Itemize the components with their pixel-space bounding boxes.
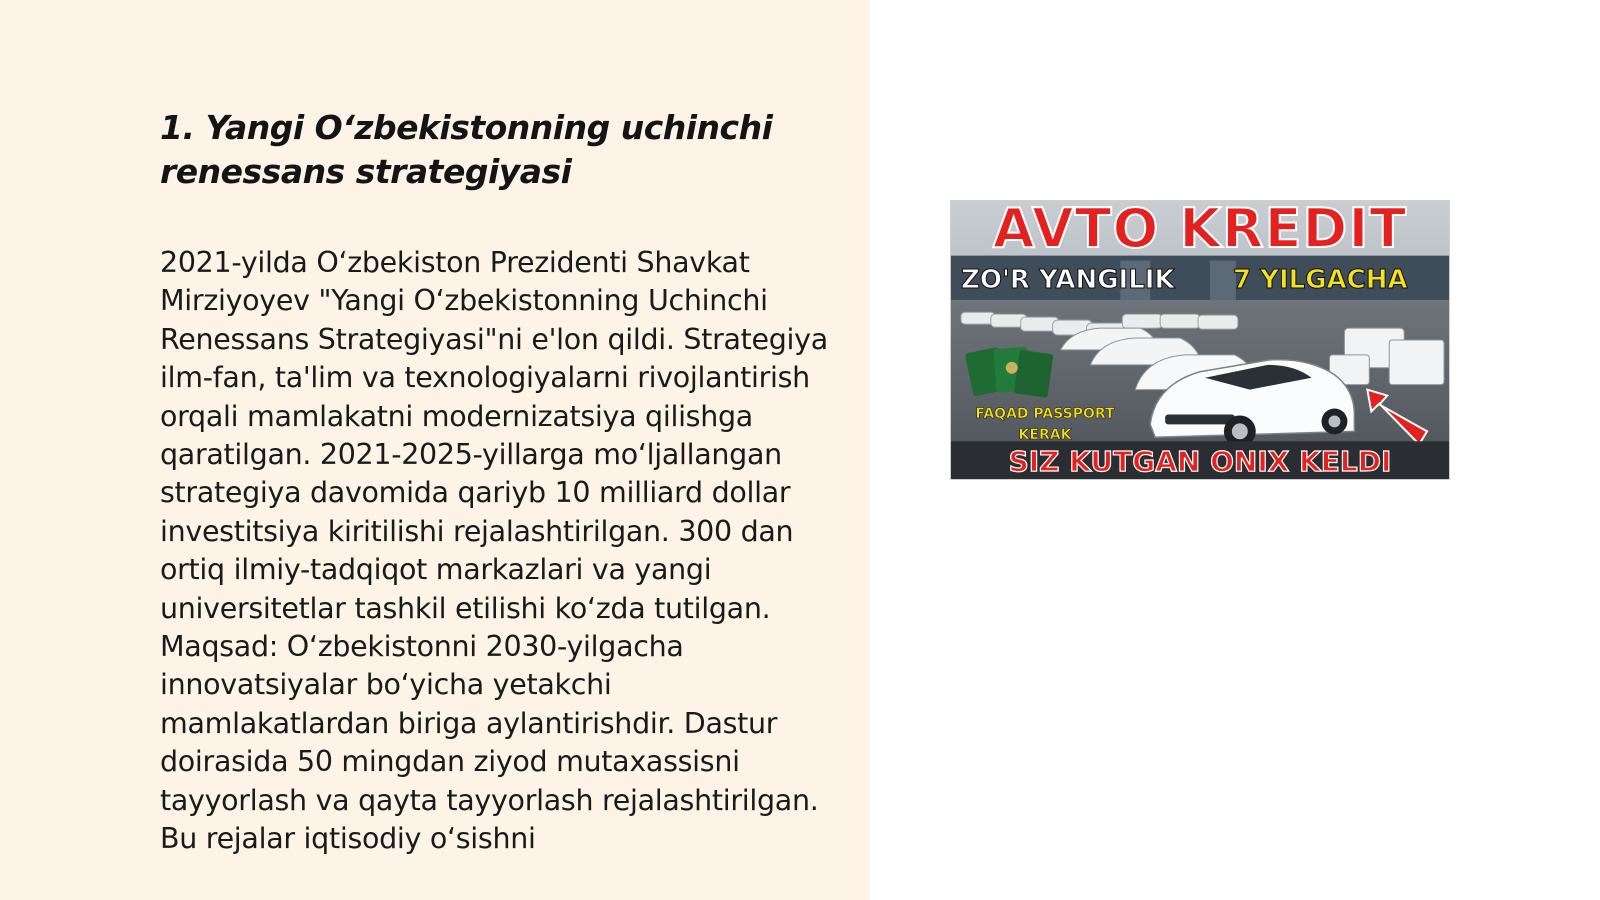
thumbnail-bottom-caption: SIZ KUTGAN ONIX KELDI [1008,445,1392,478]
thumbnail-subtitle-right: 7 YILGACHA [1233,265,1408,295]
thumbnail-passport-text: FAQAD PASSPORT [975,406,1115,422]
thumbnail-title: AVTO KREDIT [992,200,1408,260]
thumbnail-passport-text-2: KERAK [1018,427,1072,443]
slide-body-text: 2021-yilda O‘zbekiston Prezidenti Shavkat Mirziyoyev "Yangi O‘zbekistonning Uchinchi Renessans Strategiyasi"ni e'lon qildi. Strategiya ilm-fan, ta'lim va texnologiyalarni rivojlantirish orqali mamlakatni modernizatsiya qilishga qaratilgan. 2021-2025-yillarga mo‘ljallangan strategiya davomida qariyb 10 milliard dollar investitsiya kiritilishi rejalashtirilgan. 300 dan ortiq ilmiy-tadqiqot markazlari va yangi universitetlar tashkil etilishi ko‘zda tutilgan. Maqsad: O‘zbekistonni 2030-yilgacha innovatsiyalar bo‘yicha yetakchi mamlakatlardan biriga aylantirishdir. Dastur doirasida 50 mingdan ziyod mutaxassisni tayyorlash va qayta tayyorlash rejalashtirilgan. Bu rejalar iqtisodiy o‘sishni [160,246,828,856]
avto-kredit-thumbnail [950,200,1450,480]
thumbnail-subtitle-left: ZO'R YANGILIK [961,265,1175,295]
slide-heading: 1. Yangi O‘zbekistonning uchinchi renessans strategiyasi [160,108,773,191]
